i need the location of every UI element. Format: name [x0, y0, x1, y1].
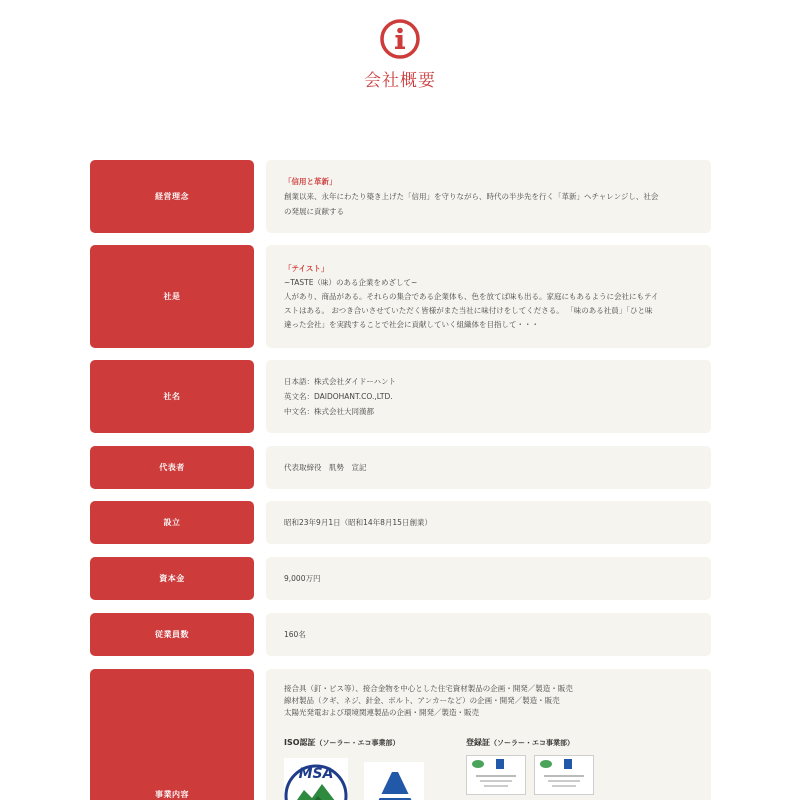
representative-value: 代表取締役 肌勢 宣記 — [284, 463, 367, 472]
msa-logo-icon — [284, 758, 348, 800]
philosophy-text-1: 創業以来、永年にわたり築き上げた「信用」を守りながら、時代の半歩先を行く「革新」へチャレンジし、社会 — [284, 192, 659, 201]
row-content-capital — [266, 557, 711, 600]
row-content-employees — [266, 613, 711, 656]
page-title: 会社概要 — [364, 71, 436, 91]
registration-heading — [466, 735, 574, 751]
row-content-company-name — [266, 360, 711, 433]
capital-value: 9,000万円 — [284, 574, 321, 583]
iso-subtitle: （ソーラー・エコ事業部） — [315, 739, 400, 747]
row-label-representative: 代表者 — [90, 446, 254, 489]
row-content-motto — [266, 245, 711, 348]
iso-title: ISO認証 — [284, 738, 316, 747]
info-icon — [379, 18, 421, 60]
row-content-representative — [266, 446, 711, 489]
row-content-philosophy — [266, 160, 711, 233]
row-founded — [90, 501, 711, 544]
row-label-founded: 設立 — [90, 501, 254, 544]
row-philosophy — [90, 160, 711, 233]
row-content-founded — [266, 501, 711, 544]
business-text-3: 太陽光発電および環境関連製品の企画・開発／製造・販売 — [284, 708, 479, 717]
msa-logo-text: MSA — [298, 766, 334, 782]
row-label-employees: 従業員数 — [90, 613, 254, 656]
page-header — [0, 18, 800, 91]
row-label-capital: 資本金 — [90, 557, 254, 600]
motto-subtitle: ~TASTE（味）のある企業をめざして~ — [284, 278, 418, 287]
row-motto — [90, 245, 711, 348]
business-text-2: 線材製品（クギ、ネジ、針金、ボルト、アンカーなど）の企画・開発／製造・販売 — [284, 696, 560, 705]
business-text-1: 接合具（釘・ビス等）、接合金物を中心とした住宅資材製品の企画・開発／製造・販売 — [284, 684, 573, 693]
row-label-philosophy: 経営理念 — [90, 160, 254, 233]
iso-heading — [284, 735, 400, 751]
registration-title: 登録証 — [466, 738, 490, 747]
company-name-en: 英文名：DAIDOHANT.CO.,LTD. — [284, 392, 393, 401]
registration-certificate-2-icon — [534, 755, 594, 795]
motto-text-2: ストはある。 おつき合いさせていただく皆様がまた当社に味付けをしてくださる。 「味のある社員」「ひと味 — [284, 306, 653, 315]
registration-subtitle: （ソーラー・エコ事業部） — [490, 739, 574, 747]
motto-text-1: 人があり、商品がある。それらの集合である企業体も、色を放てば味も出る。家庭にもあるように会社にもテイ — [284, 292, 659, 301]
row-content-business — [266, 669, 711, 800]
row-capital — [90, 557, 711, 600]
motto-text-3: 違った会社」を実践することで社会に貢献していく組織体を目指して・・・ — [284, 320, 539, 329]
row-business — [90, 669, 711, 800]
row-employees — [90, 613, 711, 656]
philosophy-highlight: 「信用と革新」 — [284, 177, 337, 186]
iso-accreditation-logo-icon — [364, 758, 424, 800]
founded-value: 昭和23年9月1日（昭和14年8月15日創業） — [284, 518, 432, 527]
row-representative — [90, 446, 711, 489]
row-label-company-name: 社名 — [90, 360, 254, 433]
employees-value: 160名 — [284, 630, 306, 639]
motto-highlight: 「テイスト」 — [284, 264, 329, 273]
row-label-motto: 社是 — [90, 245, 254, 348]
company-name-zh: 中文名：株式会社大同漢都 — [284, 407, 374, 416]
row-company-name — [90, 360, 711, 433]
row-label-business: 事業内容 — [90, 669, 254, 800]
philosophy-text-2: の発展に貢献する — [284, 207, 344, 216]
company-name-ja: 日本語：株式会社ダイドーハント — [284, 377, 396, 386]
registration-certificate-1-icon — [466, 755, 526, 795]
